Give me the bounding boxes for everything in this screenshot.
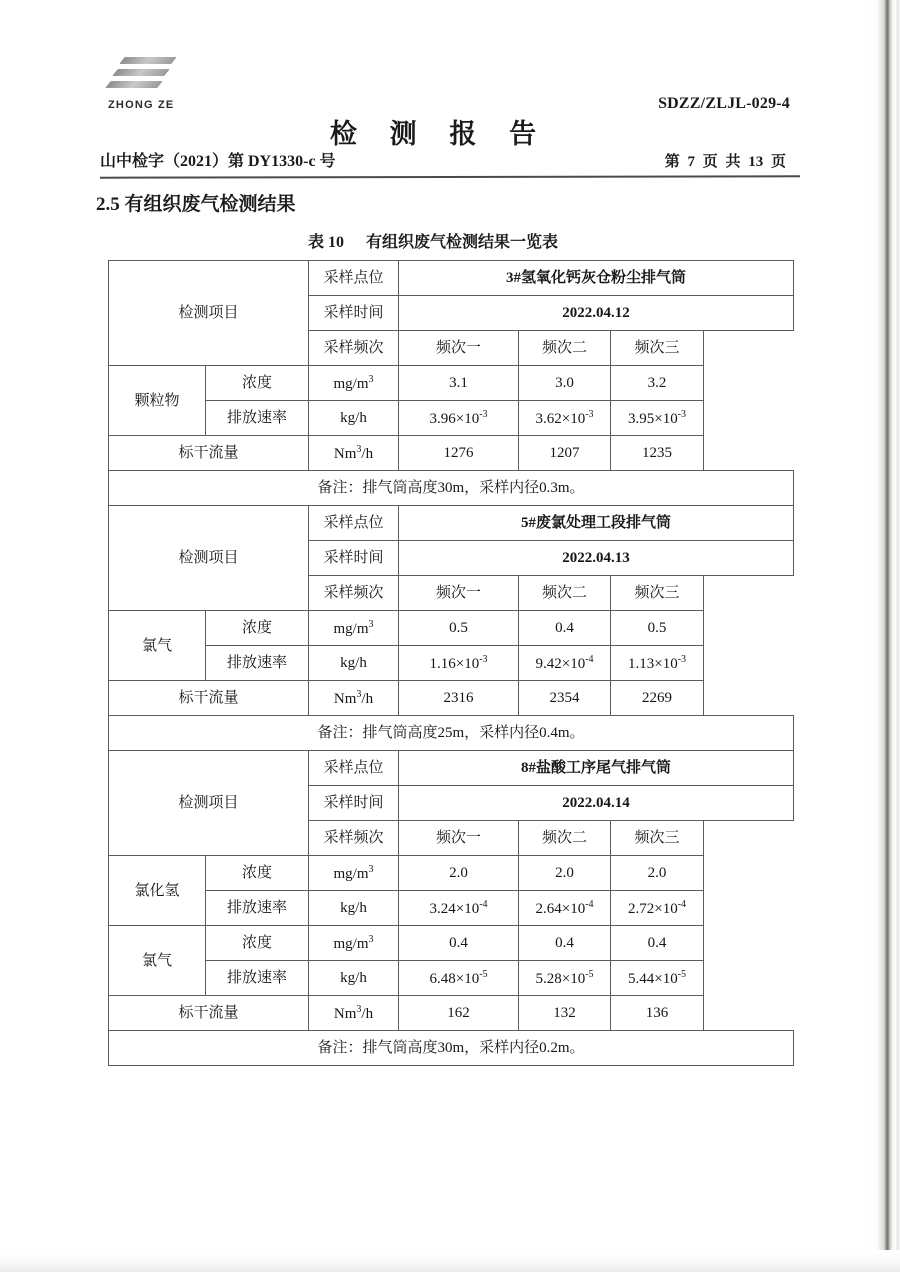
page-total-unit: 页 [770,154,786,170]
sampling-point-value: 8#盐酸工序尾气排气筒 [399,751,794,786]
table-row [109,261,794,296]
table-row [109,856,794,891]
company-logo [108,55,200,117]
sampling-point-value: 3#氢氧化钙灰仓粉尘排气筒 [399,261,794,296]
unit-mg-per-m3: $mg/m^3$ [309,611,399,646]
table-row [109,611,794,646]
organized-exhaust-results-table [108,260,794,1066]
table-caption-text: 有组织废气检测结果一览表 [366,234,559,251]
page-total-prefix: 共 [725,154,741,170]
freq-1-header: 频次一 [399,331,519,366]
sampling-freq-label: 采样频次 [309,821,399,856]
unit-nm3-per-h: Nm$^3$/h [309,996,399,1031]
sampling-point-label: 采样点位 [309,751,399,786]
header-divider [100,175,800,178]
std-dry-flow-value-3: 2269 [611,681,704,716]
std-dry-flow-value-2: 2354 [519,681,611,716]
emission-rate-value-1: $6.48\times 10^{-5}$ [399,961,519,996]
std-dry-flow-value-1: 1276 [399,436,519,471]
table-row [109,891,794,926]
logo-bars-icon [108,55,178,95]
table-row [109,366,794,401]
metric-label-concentration: 浓度 [206,366,309,401]
concentration-value-1: 0.4 [399,926,519,961]
emission-rate-value-3: $3.95\times 10^{-3}$ [611,401,704,436]
sampling-time-label: 采样时间 [309,296,399,331]
metric-label-emission-rate: 排放速率 [206,961,309,996]
table-row [109,436,794,471]
table-row [109,401,794,436]
concentration-value-1: 0.5 [399,611,519,646]
concentration-value-3: 0.4 [611,926,704,961]
metric-label-emission-rate: 排放速率 [206,646,309,681]
emission-rate-value-2: $2.64\times 10^{-4}$ [519,891,611,926]
freq-3-header: 频次三 [611,576,704,611]
emission-rate-value-3: $2.72\times 10^{-4}$ [611,891,704,926]
emission-rate-value-1: $3.24\times 10^{-4}$ [399,891,519,926]
page-total: 13 [748,154,764,170]
emission-rate-value-3: $1.13\times 10^{-3}$ [611,646,704,681]
unit-kg-per-h: kg/h [309,891,399,926]
std-dry-flow-value-1: 162 [399,996,519,1031]
page-current: 7 [687,154,695,170]
concentration-value-2: 3.0 [519,366,611,401]
report-title: 检 测 报 告 [329,119,550,149]
sampling-freq-label: 采样频次 [309,576,399,611]
page-number [663,150,788,171]
results-table-body [109,261,794,1066]
std-dry-flow-label: 标干流量 [109,996,309,1031]
table-row [109,646,794,681]
table-row [109,961,794,996]
concentration-value-2: 0.4 [519,926,611,961]
table-row [109,506,794,541]
metric-label-concentration: 浓度 [206,926,309,961]
std-dry-flow-value-2: 132 [519,996,611,1031]
section-heading: 2.5 有组织废气检测结果 [96,194,296,215]
sampling-time-value: 2022.04.12 [399,296,794,331]
sampling-freq-label: 采样频次 [309,331,399,366]
block-note: 备注：排气筒高度30m，采样内径0.3m。 [109,471,794,506]
table-row [109,716,794,751]
freq-2-header: 频次二 [519,821,611,856]
emission-rate-value-2: $5.28\times 10^{-5}$ [519,961,611,996]
sampling-point-value: 5#废氯处理工段排气筒 [399,506,794,541]
item-header-label: 检测项目 [109,506,309,611]
concentration-value-3: 0.5 [611,611,704,646]
emission-rate-value-3: $5.44\times 10^{-5}$ [611,961,704,996]
std-dry-flow-value-3: 136 [611,996,704,1031]
unit-nm3-per-h: Nm$^3$/h [309,681,399,716]
scan-page-edge-bottom [0,1250,900,1272]
results-table-wrap [108,260,793,1066]
pollutant-name: 氯气 [109,926,206,996]
block-note: 备注：排气筒高度25m，采样内径0.4m。 [109,716,794,751]
std-dry-flow-label: 标干流量 [109,681,309,716]
concentration-value-2: 2.0 [519,856,611,891]
unit-kg-per-h: kg/h [309,646,399,681]
pollutant-name: 颗粒物 [109,366,206,436]
sampling-point-label: 采样点位 [309,506,399,541]
block-note: 备注：排气筒高度30m，采样内径0.2m。 [109,1031,794,1066]
scan-page-edge [862,0,900,1272]
unit-nm3-per-h: Nm$^3$/h [309,436,399,471]
metric-label-concentration: 浓度 [206,856,309,891]
sampling-point-label: 采样点位 [309,261,399,296]
sampling-time-label: 采样时间 [309,786,399,821]
table-row [109,926,794,961]
concentration-value-3: 2.0 [611,856,704,891]
sampling-time-value: 2022.04.13 [399,541,794,576]
table-caption [0,229,866,252]
emission-rate-value-2: $3.62\times 10^{-3}$ [519,401,611,436]
table-caption-label: 表 10 [307,234,344,251]
pollutant-name: 氯气 [109,611,206,681]
freq-1-header: 频次一 [399,821,519,856]
concentration-value-2: 0.4 [519,611,611,646]
table-row [109,471,794,506]
metric-label-concentration: 浓度 [206,611,309,646]
table-row [109,1031,794,1066]
item-header-label: 检测项目 [109,261,309,366]
concentration-value-1: 3.1 [399,366,519,401]
table-row [109,751,794,786]
freq-2-header: 频次二 [519,576,611,611]
emission-rate-value-1: $1.16\times 10^{-3}$ [399,646,519,681]
unit-kg-per-h: kg/h [309,961,399,996]
unit-mg-per-m3: $mg/m^3$ [309,926,399,961]
freq-3-header: 频次三 [611,821,704,856]
pollutant-name: 氯化氢 [109,856,206,926]
concentration-value-3: 3.2 [611,366,704,401]
unit-mg-per-m3: $mg/m^3$ [309,366,399,401]
table-row [109,681,794,716]
concentration-value-1: 2.0 [399,856,519,891]
std-dry-flow-value-2: 1207 [519,436,611,471]
unit-mg-per-m3: $mg/m^3$ [309,856,399,891]
report-number: 山中检字（2021）第 DY1330-c 号 [100,153,336,170]
sampling-time-value: 2022.04.14 [399,786,794,821]
unit-kg-per-h: kg/h [309,401,399,436]
freq-2-header: 频次二 [519,331,611,366]
std-dry-flow-label: 标干流量 [109,436,309,471]
sampling-time-label: 采样时间 [309,541,399,576]
item-header-label: 检测项目 [109,751,309,856]
freq-3-header: 频次三 [611,331,704,366]
freq-1-header: 频次一 [399,576,519,611]
std-dry-flow-value-3: 1235 [611,436,704,471]
emission-rate-value-2: $9.42\times 10^{-4}$ [519,646,611,681]
table-row [109,996,794,1031]
document-code: SDZZ/ZLJL-029-4 [658,95,790,112]
std-dry-flow-value-1: 2316 [399,681,519,716]
emission-rate-value-1: $3.96\times 10^{-3}$ [399,401,519,436]
metric-label-emission-rate: 排放速率 [206,891,309,926]
metric-label-emission-rate: 排放速率 [206,401,309,436]
logo-text: ZHONG ZE [108,99,175,111]
page-unit: 页 [702,154,718,170]
page-label-prefix: 第 [664,154,680,170]
